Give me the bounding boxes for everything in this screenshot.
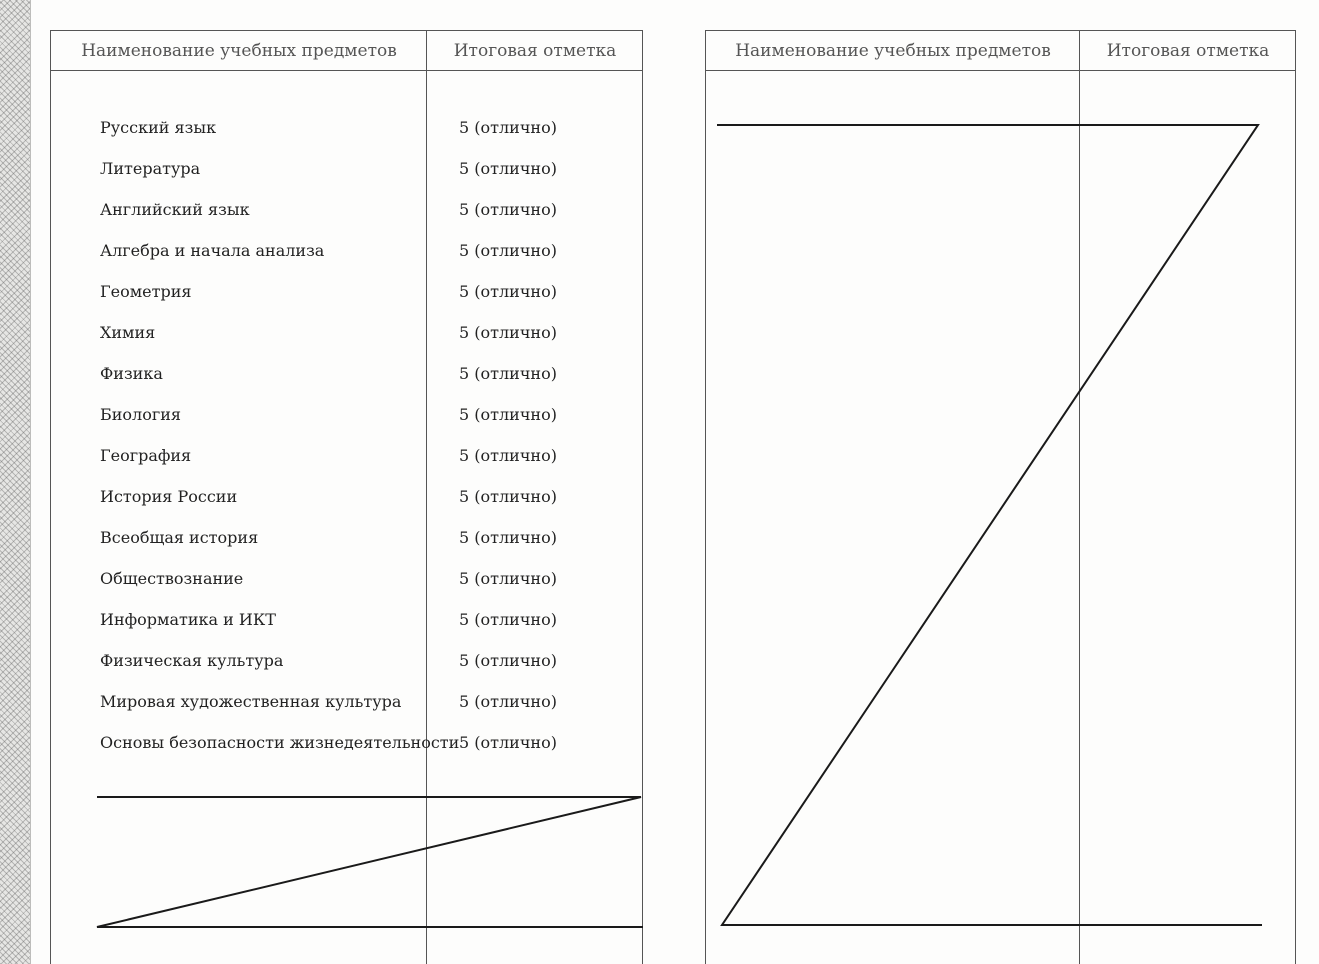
grade-value: 5 (отлично) [459, 446, 557, 465]
grade-value: 5 (отлично) [459, 487, 557, 506]
grade-value: 5 (отлично) [459, 241, 557, 260]
subject-name: Физика [100, 364, 163, 383]
subject-name: Биология [100, 405, 181, 424]
subject-name: Геометрия [100, 282, 192, 301]
subject-name: Обществознание [100, 569, 244, 588]
grade-value: 5 (отлично) [459, 405, 557, 424]
grade-value: 5 (отлично) [459, 569, 557, 588]
grade-value: 5 (отлично) [459, 118, 557, 137]
grade-value: 5 (отлично) [459, 200, 557, 219]
left-grades-table [50, 30, 643, 964]
subject-name: Основы безопасности жизнедеятельности [100, 733, 460, 752]
subject-name: Физическая культура [100, 651, 284, 670]
subject-name: Химия [100, 323, 156, 342]
right-z-cancellation-mark [706, 31, 1297, 964]
subject-name: История России [100, 487, 238, 506]
subject-name: Русский язык [100, 118, 217, 137]
grade-value: 5 (отлично) [459, 282, 557, 301]
subjects-column-header: Наименование учебных предметов [81, 41, 397, 61]
subject-name: Информатика и ИКТ [100, 610, 276, 629]
subject-name: География [100, 446, 192, 465]
left-z-cancellation-mark [51, 31, 644, 964]
right-grades-table [705, 30, 1296, 964]
grade-value: 5 (отлично) [459, 364, 557, 383]
grade-value: 5 (отлично) [459, 528, 557, 547]
subject-name: Мировая художественная культура [100, 692, 402, 711]
subject-name: Алгебра и начала анализа [100, 241, 325, 260]
grade-value: 5 (отлично) [459, 610, 557, 629]
grade-value: 5 (отлично) [459, 733, 557, 752]
subject-name: Литература [100, 159, 201, 178]
grade-value: 5 (отлично) [459, 651, 557, 670]
grade-column-header: Итоговая отметка [1106, 41, 1270, 61]
grade-value: 5 (отлично) [459, 692, 557, 711]
grade-value: 5 (отлично) [459, 159, 557, 178]
subjects-column-header: Наименование учебных предметов [735, 41, 1051, 61]
grade-value: 5 (отлично) [459, 323, 557, 342]
subject-name: Всеобщая история [100, 528, 259, 547]
subject-name: Английский язык [100, 200, 250, 219]
grade-column-header: Итоговая отметка [453, 41, 617, 61]
decorative-security-border [0, 0, 31, 964]
